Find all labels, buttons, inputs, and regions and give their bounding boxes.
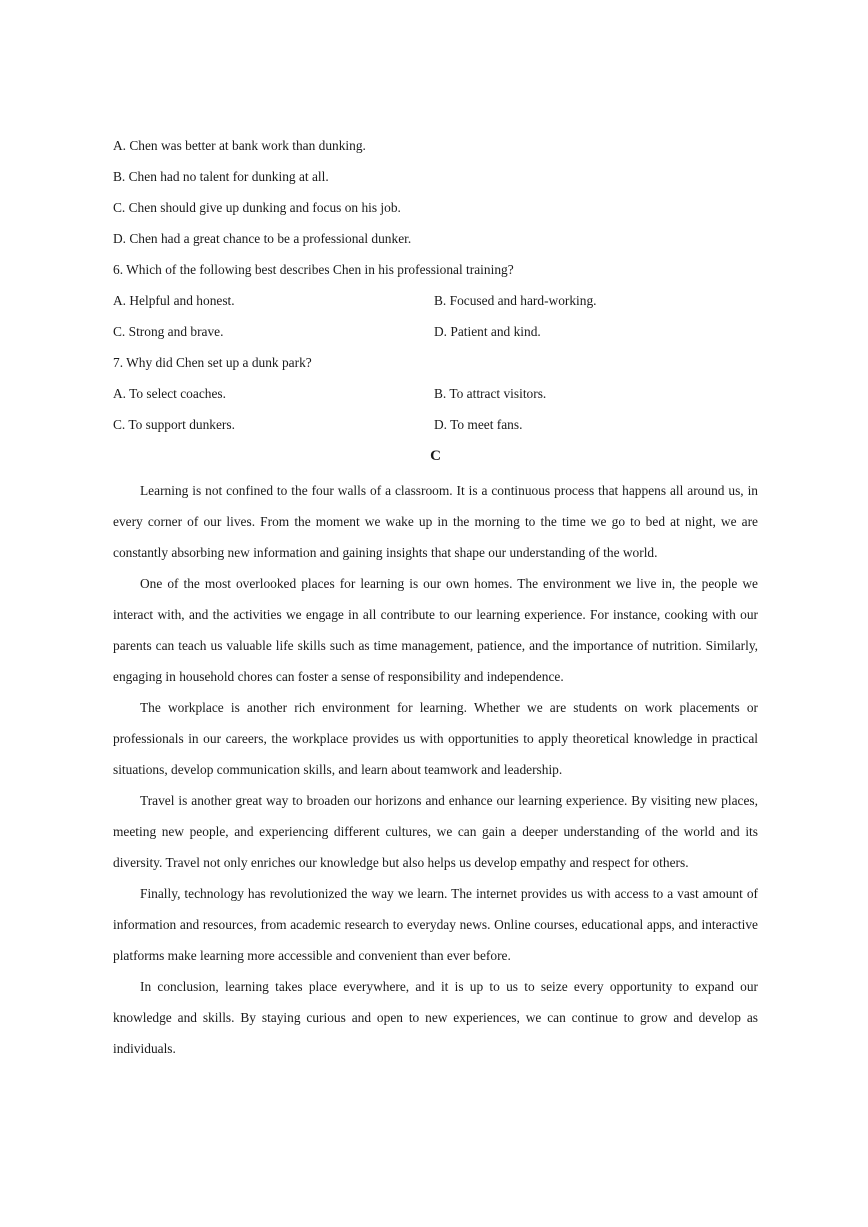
- q6-question: 6. Which of the following best describes Chen in his professional training?: [113, 262, 514, 277]
- document-page: [113, 134, 758, 1064]
- q7-options-row-1: [113, 382, 758, 413]
- q6-option-b: B. Focused and hard-working.: [434, 293, 597, 308]
- section-c-paragraph: Finally, technology has revolutionized the way we learn. The internet provides us with access to a vast amount of information and resources, from academic research to everyday news. Online courses, educational apps, and interactive platforms make learning more accessible and convenient than ever before.: [113, 886, 758, 963]
- section-c-paragraph: The workplace is another rich environment for learning. Whether we are students on work placements or professionals in our careers, the workplace provides us with opportunities to apply theoretical knowledge in practical situations, develop communication skills, and learn about teamwork and leadership.: [113, 700, 758, 777]
- q6-options-row-2: [113, 320, 758, 351]
- q5-option-b: B. Chen had no talent for dunking at all.: [113, 169, 329, 184]
- section-c-paragraph: Learning is not confined to the four walls of a classroom. It is a continuous process that happens all around us, in every corner of our lives. From the moment we wake up in the morning to the time we go to bed at night, we are constantly absorbing new information and gaining insights that shape our understanding of the world.: [113, 483, 758, 560]
- q7-options-row-2: [113, 413, 758, 444]
- q6-option-a: A. Helpful and honest.: [113, 293, 235, 308]
- q5-option-d: D. Chen had a great chance to be a professional dunker.: [113, 231, 412, 246]
- q5-option-c: C. Chen should give up dunking and focus on his job.: [113, 200, 401, 215]
- section-c-paragraph: One of the most overlooked places for learning is our own homes. The environment we live in, the people we interact with, and the activities we engage in all contribute to our learning experience. For instance, cooking with our parents can teach us valuable life skills such as time management, patience, and the importance of nutrition. Similarly, engaging in household chores can foster a sense of responsibility and independence.: [113, 576, 758, 684]
- q7-option-a: A. To select coaches.: [113, 386, 226, 401]
- q6-options-row-1: [113, 289, 758, 320]
- q7-option-d: D. To meet fans.: [434, 417, 523, 432]
- q7-question: 7. Why did Chen set up a dunk park?: [113, 355, 312, 370]
- section-c-paragraph: In conclusion, learning takes place everywhere, and it is up to us to seize every opportunity to expand our knowledge and skills. By staying curious and open to new experiences, we can continue to grow and develop as individuals.: [113, 979, 758, 1056]
- q7-option-b: B. To attract visitors.: [434, 386, 547, 401]
- q7-option-c: C. To support dunkers.: [113, 417, 235, 432]
- q6-option-d: D. Patient and kind.: [434, 324, 541, 339]
- section-c-title: C: [430, 448, 441, 464]
- section-c-paragraph: Travel is another great way to broaden our horizons and enhance our learning experience. By visiting new places, meeting new people, and experiencing different cultures, we can gain a deeper understanding of the world and its diversity. Travel not only enriches our knowledge but also helps us develop empathy and respect for others.: [113, 793, 758, 870]
- q5-option-a: A. Chen was better at bank work than dunking.: [113, 138, 366, 153]
- q6-option-c: C. Strong and brave.: [113, 324, 224, 339]
